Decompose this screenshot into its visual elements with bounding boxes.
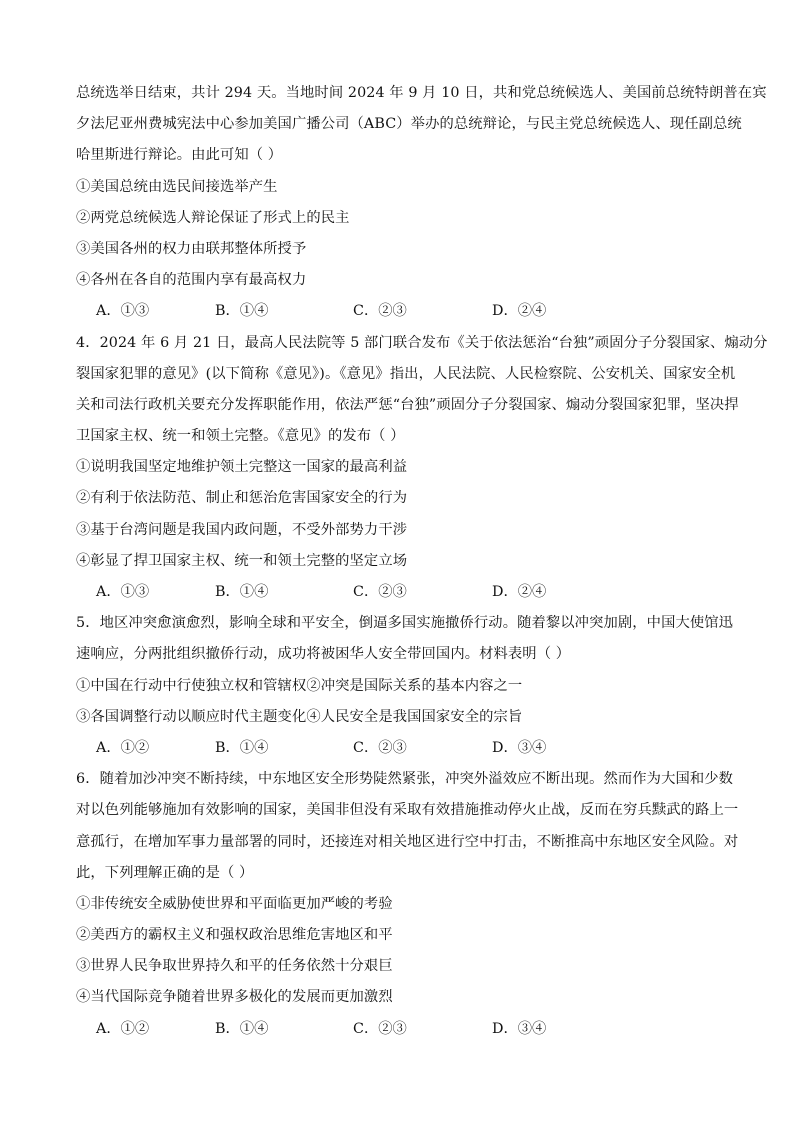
option-d[interactable]: D．③④ [492,739,547,756]
question-6-stem-line: 此，下列理解正确的是（ ） [76,864,254,881]
question-4-item: ①说明我国坚定地维护领土完整这一国家的最高利益 [76,459,408,476]
question-4-item: ②有利于依法防范、制止和惩治危害国家安全的行为 [76,490,408,507]
question-4-stem-line: 卫国家主权、统一和领土完整。《意见》的发布（ ） [76,428,405,445]
question-6 [76,764,739,1045]
question-6-options [76,1014,721,1045]
option-b[interactable]: B．①④ [215,1020,269,1037]
option-c[interactable]: C．②③ [353,584,407,600]
question-4-stem-line: 裂国家犯罪的意见》(以下简称《意见》)。《意见》指出，人民法院、人民检察院、公安机关、国家安全机 [76,365,736,382]
option-b[interactable]: B．①④ [215,739,269,756]
question-4-item: ③基于台湾问题是我国内政问题，不受外部势力干涉 [76,521,408,538]
question-5-stem-line: 速响应，分两批组织撤侨行动，成功将被困华人安全带回国内。材料表明（ ） [76,646,571,663]
question-3-stem-line: 夕法尼亚州费城宪法中心参加美国广播公司（ABC）举办的总统辩论，与民主党总统候选人、现任副总统 [76,116,742,133]
question-6-item: ②美西方的霸权主义和强权政治思维危害地区和平 [76,927,393,944]
option-a[interactable]: A．①② [96,1020,150,1037]
question-5 [76,608,734,764]
question-4-stem-line: 4．2024 年 6 月 21 日，最高人民法院等 5 部门联合发布《关于依法惩治“台独”顽固分子分裂国家、煽动分 [76,334,768,351]
question-6-stem-line: 对以色列能够施加有效影响的国家，美国非但没有采取有效措施推动停火止战，反而在穷兵黩武的路上一 [76,802,739,819]
question-3-item: ③美国各州的权力由联邦整体所授予 [76,240,307,257]
option-d[interactable]: D．②④ [492,303,547,320]
option-b[interactable]: B．①④ [215,303,269,320]
option-d[interactable]: D．②④ [492,584,547,600]
question-4-options [76,577,721,608]
question-3-item: ①美国总统由选民间接选举产生 [76,178,278,195]
question-4-item: ④彰显了捍卫国家主权、统一和领土完整的坚定立场 [76,552,408,569]
question-3-options [76,296,721,327]
question-content [76,78,768,1045]
question-3-item: ②两党总统候选人辩论保证了形式上的民主 [76,209,350,226]
question-6-item: ③世界人民争取世界持久和平的任务依然十分艰巨 [76,958,393,975]
option-c[interactable]: C．②③ [353,303,407,320]
question-6-item: ①非传统安全威胁使世界和平面临更加严峻的考验 [76,895,393,912]
question-3-stem-line: 总统选举日结束，共计 294 天。当地时间 2024 年 9 月 10 日，共和党总统候选人、美国前总统特朗普在宾 [76,85,767,101]
question-5-stem-line: 5．地区冲突愈演愈烈，影响全球和平安全，倒逼多国实施撤侨行动。随着黎以冲突加剧，中国大使馆迅 [76,615,734,632]
question-6-stem-line: 意孤行，在增加军事力量部署的同时，还接连对相关地区进行空中打击，不断推高中东地区安全风险。对 [76,833,739,850]
option-c[interactable]: C．②③ [353,739,407,756]
question-3 [76,78,767,328]
question-5-options [76,733,721,764]
question-6-stem-line: 6．随着加沙冲突不断持续，中东地区安全形势陡然紧张，冲突外溢效应不断出现。然而作为大国和少数 [76,771,734,788]
question-3-stem-line: 哈里斯进行辩论。由此可知（ ） [76,147,283,164]
option-a[interactable]: A．①③ [96,584,150,600]
option-d[interactable]: D．③④ [492,1020,547,1037]
question-4-stem-line: 关和司法行政机关要充分发挥职能作用，依法严惩“台独”顽固分子分裂国家、煽动分裂国家犯罪，坚决捍 [76,396,739,413]
question-4 [76,328,768,609]
question-5-item: ③各国调整行动以顺应时代主题变化④人民安全是我国国家安全的宗旨 [76,708,523,725]
option-c[interactable]: C．②③ [353,1020,407,1037]
question-6-item: ④当代国际竞争随着世界多极化的发展而更加激烈 [76,989,393,1006]
option-b[interactable]: B．①④ [215,584,269,600]
option-a[interactable]: A．①③ [96,303,150,320]
question-3-item: ④各州在各自的范围内享有最高权力 [76,272,307,289]
option-a[interactable]: A．①② [96,739,150,756]
question-5-item: ①中国在行动中行使独立权和管辖权②冲突是国际关系的基本内容之一 [76,677,523,694]
